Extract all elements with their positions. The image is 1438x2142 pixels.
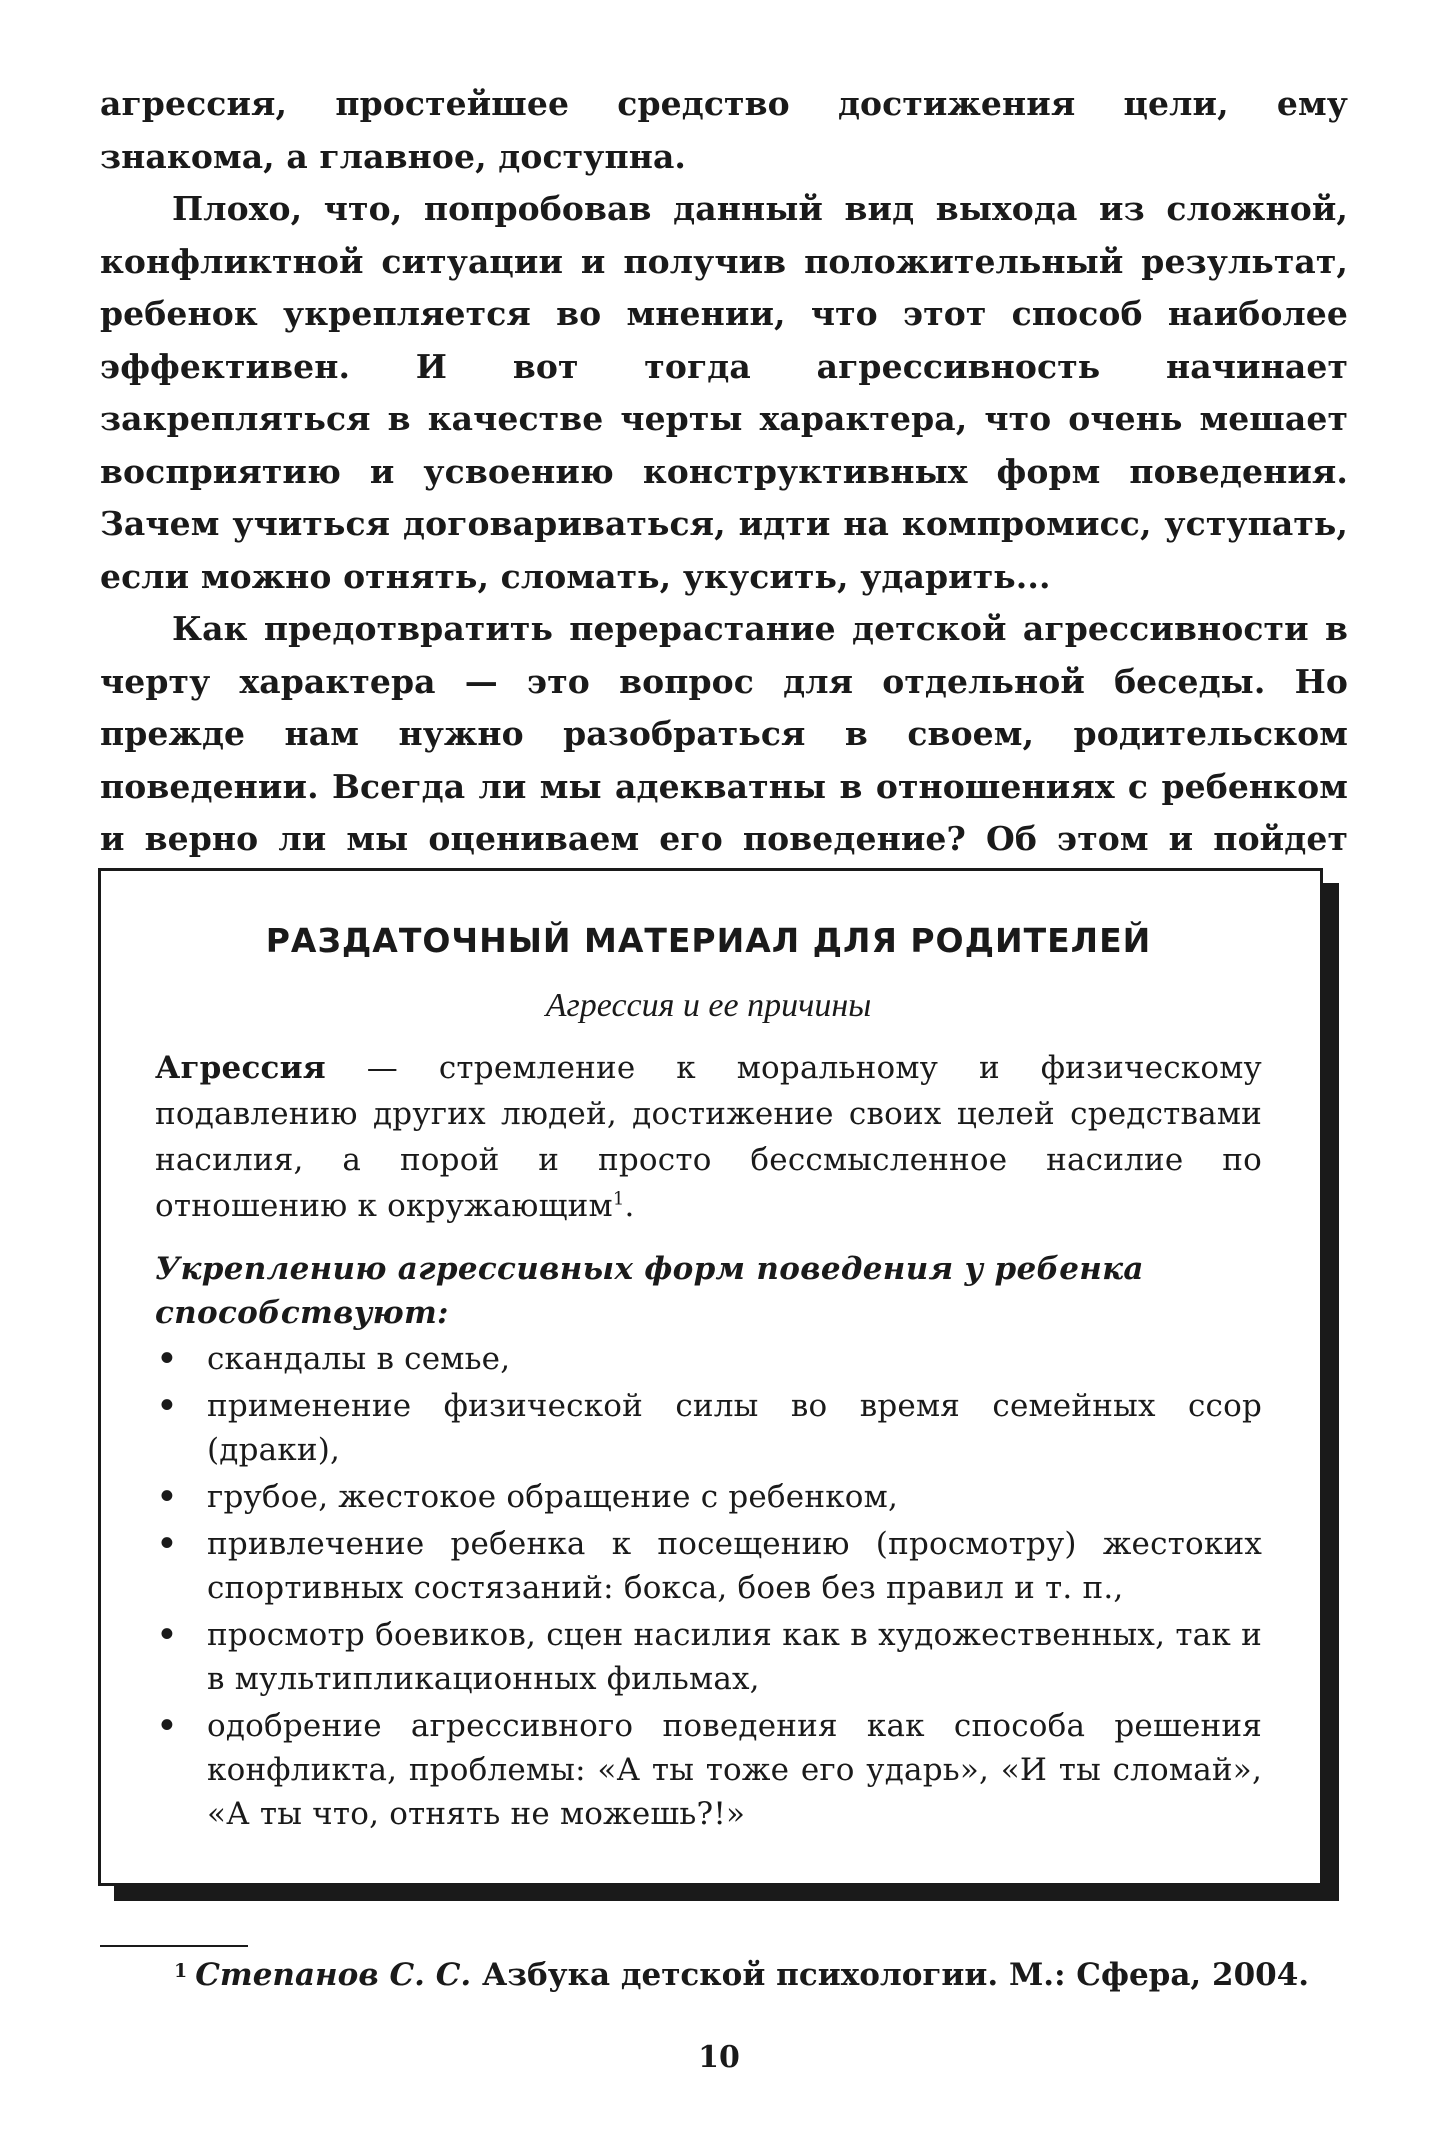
handout-subtitle: Агрессия и ее причины [545, 987, 872, 1024]
page-number: 10 [698, 2040, 740, 2075]
list-item [155, 1384, 1262, 1472]
bullet-icon: • [157, 1617, 178, 1653]
main-text [100, 78, 1348, 918]
list-item [155, 1613, 1262, 1701]
list-item [155, 1337, 1262, 1381]
footnote-mark: 1 [174, 1960, 188, 1982]
list-item-text: применение физической силы во время семейных ссор (драки), [207, 1388, 1262, 1468]
definition-term: Агрессия [155, 1050, 326, 1086]
list-item-text: привлечение ребенка к посещению (просмотру) жестоких спортивных состязаний: бокса, боев без правил и т. п., [207, 1526, 1262, 1606]
list-item [155, 1522, 1262, 1610]
list-item-text: одобрение агрессивного поведения как способа решения конфликта, проблемы: «А ты тоже его ударь», «И ты сломай», «А ты что, отнять не можешь?!» [207, 1708, 1262, 1832]
handout-title: РАЗДАТОЧНЫЙ МАТЕРИАЛ ДЛЯ РОДИТЕЛЕЙ [265, 921, 1152, 960]
list-item [155, 1704, 1262, 1836]
definition-footnote-mark: 1 [612, 1188, 625, 1210]
aggression-definition [155, 1045, 1262, 1229]
list-item-text: скандалы в семье, [207, 1341, 511, 1377]
paragraph-continuation: агрессия, простейшее средство достижения цели, ему знакома, а главное, доступна. [100, 84, 1348, 176]
factors-list [155, 1337, 1262, 1836]
definition-end: . [624, 1188, 635, 1224]
list-item [155, 1475, 1262, 1519]
footnote-divider [100, 1945, 248, 1947]
footnote-text: Азбука детской психологии. М.: Сфера, 2004. [471, 1957, 1310, 1993]
bullet-icon: • [157, 1526, 178, 1562]
bullet-icon: • [157, 1388, 178, 1424]
handout-box [98, 868, 1323, 1886]
paragraph-prevention: Как предотвратить перерастание детской агрессивности в черту характера — это вопрос для отдельной беседы. Но прежде нам нужно разобраться в своем, родительском поведении. Всегда ли мы адекватны в отношениях с ребенком и верно ли мы оцениваем его поведение? Об этом и пойдет [100, 609, 1348, 858]
footnote-author: Степанов С. С. [195, 1957, 472, 1993]
definition-text: — стремление к моральному и физическому подавлению других людей, достижение своих целей средствами насилия, а порой и просто бессмысленное насилие по отношению к окружающим [155, 1050, 1262, 1224]
bullet-icon: • [157, 1479, 178, 1515]
footnote [174, 1950, 1309, 2000]
list-item-text: просмотр боевиков, сцен насилия как в художественных, так и в мультипликационных фильмах, [207, 1617, 1262, 1697]
bullet-icon: • [157, 1341, 178, 1377]
bullet-icon: • [157, 1708, 178, 1744]
factors-lead-in: Укреплению агрессивных форм поведения у ребенка способствуют: [155, 1251, 1144, 1331]
paragraph-consequences: Плохо, что, попробовав данный вид выхода из сложной, конфликтной ситуации и получив положительный результат, ребенок укрепляется во мнении, что этот способ наиболее эффективен. И вот тогда агрессивность начинает закрепляться в качестве черты характера, что очень мешает восприятию и усвоению конструктивных форм поведения. Зачем учиться договариваться, идти на компромисс, уступать, если можно отнять, сломать, укусить, ударить... [100, 189, 1348, 596]
list-item-text: грубое, жестокое обращение с ребенком, [207, 1479, 899, 1515]
